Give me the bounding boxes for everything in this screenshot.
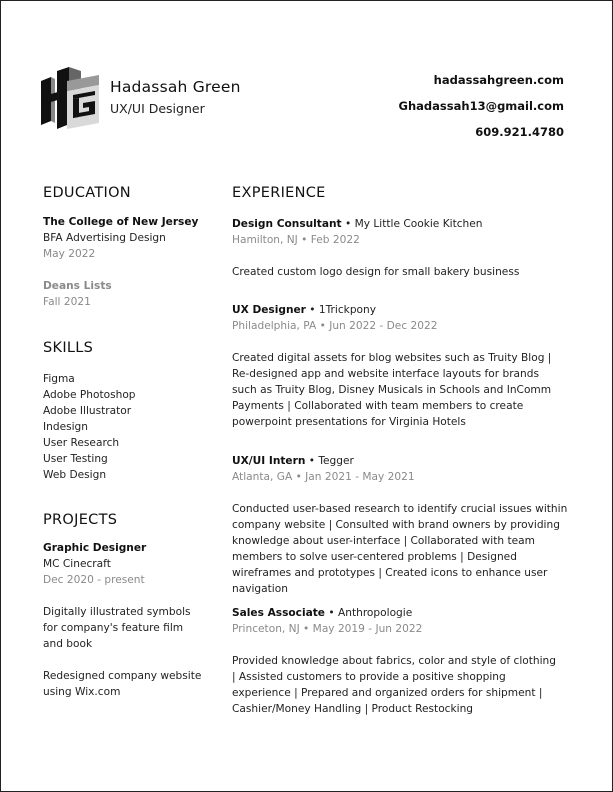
candidate-name: Hadassah Green [110, 78, 241, 96]
job-description: Created custom logo design for small bakery business [232, 266, 520, 278]
project-role: Graphic Designer [43, 542, 147, 554]
education-school: The College of New Jersey [43, 216, 199, 228]
job-meta: Philadelphia, PA • Jun 2022 - Dec 2022 [232, 320, 438, 332]
education-honor-date: Fall 2021 [43, 296, 91, 308]
logo-monogram-text [101, 67, 102, 68]
job-meta: Hamilton, NJ • Feb 2022 [232, 234, 360, 246]
skills-heading: SKILLS [43, 340, 94, 356]
education-date: May 2022 [43, 248, 96, 260]
job-role: Design Consultant [232, 218, 342, 230]
project-description-2: Redesigned company website using Wix.com [43, 670, 202, 698]
candidate-title: UX/UI Designer [110, 101, 205, 116]
skill-item: User Research [43, 437, 120, 449]
skill-item: Adobe Photoshop [43, 389, 136, 401]
job-description: Created digital assets for blog websites such as Truity Blog | Re-designed app and website interface layouts for brands such as Truity Blog, Disney Musicals in Schools and InComm Payments | Collaborated with team members to create powerpoint presentations for Virginia Hotels [232, 352, 552, 428]
skill-item: Adobe Illustrator [43, 405, 132, 417]
job-meta: Atlanta, GA • Jan 2021 - May 2021 [232, 471, 415, 483]
website-link[interactable]: hadassahgreen.com [433, 73, 564, 87]
job-description: Conducted user-based research to identify crucial issues within company website | Consulted with brand owners by providing knowledge about user-interface | Collaborated with team members to solve user-centered problems | Designed wireframes and prototypes | Created icons to enhance user navigation [232, 503, 568, 595]
job-separator: • [341, 218, 355, 230]
job-separator: • [305, 304, 319, 316]
job-role: UX Designer [232, 304, 306, 316]
education-heading: EDUCATION [43, 185, 131, 201]
job-company: 1Trickpony [318, 304, 377, 316]
job-title-line [232, 605, 572, 621]
projects-heading: PROJECTS [43, 512, 118, 528]
job-title-line [232, 216, 572, 232]
education-degree: BFA Advertising Design [43, 232, 166, 244]
phone-number: 609.921.4780 [475, 125, 564, 139]
job-separator: • [325, 607, 338, 619]
job-title-line [232, 453, 572, 469]
project-company: MC Cinecraft [43, 558, 111, 570]
skill-item: Web Design [43, 469, 107, 481]
skill-item: Indesign [43, 421, 88, 433]
hg-logo-graphic [39, 67, 101, 129]
job-description: Provided knowledge about fabrics, color and style of clothing | Assisted customers to provide a positive shopping experience | Prepared and organized orders for shipment | Cashier/Money Handling | Product Restocking [232, 655, 556, 715]
job-separator: • [305, 455, 319, 467]
job-company: My Little Cookie Kitchen [354, 218, 483, 230]
skills-list [43, 371, 213, 483]
job-role: UX/UI Intern [232, 455, 306, 467]
email-link[interactable]: Ghadassah13@gmail.com [398, 99, 564, 113]
job-company: Tegger [318, 455, 354, 467]
skill-item: User Testing [43, 453, 108, 465]
project-date: Dec 2020 - present [43, 574, 145, 586]
education-honor: Deans Lists [43, 280, 112, 292]
job-title-line [232, 302, 572, 318]
job-company: Anthropologie [337, 607, 413, 619]
project-description-1: Digitally illustrated symbols for company's feature film and book [43, 606, 191, 650]
experience-heading: EXPERIENCE [232, 185, 326, 201]
job-meta: Princeton, NJ • May 2019 - Jun 2022 [232, 623, 423, 635]
job-role: Sales Associate [232, 607, 325, 619]
hg-logo [39, 67, 101, 129]
skill-item: Figma [43, 373, 75, 385]
